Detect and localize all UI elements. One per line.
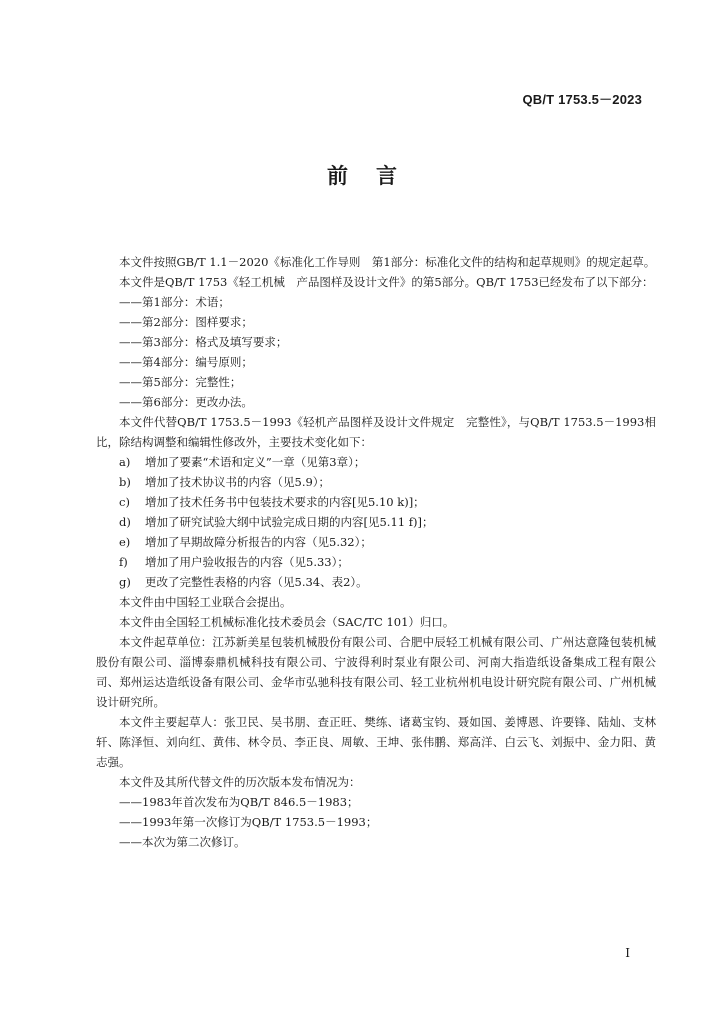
item-label: g)	[119, 575, 131, 589]
paragraph-committee: 本文件由全国轻工机械标准化技术委员会（SAC/TC 101）归口。	[119, 615, 455, 629]
list-item: ——第6部分：更改办法。	[119, 395, 253, 409]
item-label: a)	[119, 455, 131, 469]
list-item: ——1983年首次发布为QB/T 846.5－1983；	[119, 795, 359, 809]
item-text: 增加了用户验收报告的内容（见5.33）；	[145, 555, 349, 569]
item-text: 增加了要素“术语和定义”一章（见第3章）；	[145, 455, 366, 469]
item-label: d)	[119, 515, 131, 529]
list-item	[96, 552, 656, 572]
paragraph-history-intro: 本文件及其所代替文件的历次版本发布情况为：	[119, 775, 361, 789]
item-text: 增加了技术协议书的内容（见5.9）；	[145, 475, 331, 489]
list-item: ——第4部分：编号原则；	[119, 355, 253, 369]
history-list	[96, 792, 656, 852]
foreword-body	[96, 252, 656, 852]
item-text: 增加了技术任务书中包装技术要求的内容[见5.10 k)]；	[145, 495, 425, 509]
item-label: b)	[119, 475, 131, 489]
item-text: 增加了研究试验大纲中试验完成日期的内容[见5.11 f)]；	[145, 515, 434, 529]
parts-list	[96, 292, 656, 412]
item-label: e)	[119, 535, 131, 549]
list-item	[96, 532, 656, 552]
paragraph-drafting-units: 本文件起草单位：江苏新美星包装机械股份有限公司、合肥中辰轻工机械有限公司、广州达意隆包装机械股份有限公司、淄博泰鼎机械科技有限公司、宁波得利时泵业有限公司、河南大指造纸设备集成工程有限公司、郑州运达造纸设备有限公司、金华市弘驰科技有限公司、轻工业杭州机电设计研究院有限公司、广州机械设计研究所。	[96, 635, 656, 709]
item-text: 增加了早期故障分析报告的内容（见5.32）；	[145, 535, 372, 549]
page-title: 前言	[327, 163, 425, 188]
paragraph-replacement: 本文件代替QB/T 1753.5－1993《轻机产品图样及设计文件规定 完整性》，与QB/T 1753.5－1993相比，除结构调整和编辑性修改外，主要技术变化如下：	[96, 415, 656, 449]
item-text: 更改了完整性表格的内容（见5.34、表2）。	[145, 575, 368, 589]
list-item: ——第1部分：术语；	[119, 295, 230, 309]
list-item: ——第2部分：图样要求；	[119, 315, 253, 329]
paragraph-series-info: 本文件是QB/T 1753《轻工机械 产品图样及设计文件》的第5部分。QB/T 1753已经发布了以下部分：	[119, 275, 654, 289]
item-label: c)	[119, 495, 130, 509]
list-item	[96, 472, 656, 492]
paragraph-proposer: 本文件由中国轻工业联合会提出。	[119, 595, 292, 609]
list-item	[96, 452, 656, 472]
standard-code: QB/T 1753.5－2023	[522, 92, 642, 107]
list-item	[96, 512, 656, 532]
list-item: ——1993年第一次修订为QB/T 1753.5－1993；	[119, 815, 378, 829]
changes-list	[96, 452, 656, 592]
list-item: ——第5部分：完整性；	[119, 375, 242, 389]
list-item: ——第3部分：格式及填写要求；	[119, 335, 288, 349]
item-label: f)	[119, 555, 128, 569]
page-number: I	[625, 946, 630, 960]
list-item: ——本次为第二次修订。	[119, 835, 246, 849]
list-item	[96, 572, 656, 592]
paragraph-drafting-rules: 本文件按照GB/T 1.1－2020《标准化工作导则 第1部分：标准化文件的结构和起草规则》的规定起草。	[119, 255, 656, 269]
list-item	[96, 492, 656, 512]
paragraph-drafters: 本文件主要起草人：张卫民、吴书朋、查正旺、樊练、诸葛宝钧、聂如国、姜博恩、许要锋、陆灿、支林轩、陈泽恒、刘向红、黄伟、林令员、李正良、周敏、王坤、张伟鹏、郑高洋、白云飞、刘振中、金力阳、黄志强。	[96, 715, 656, 769]
